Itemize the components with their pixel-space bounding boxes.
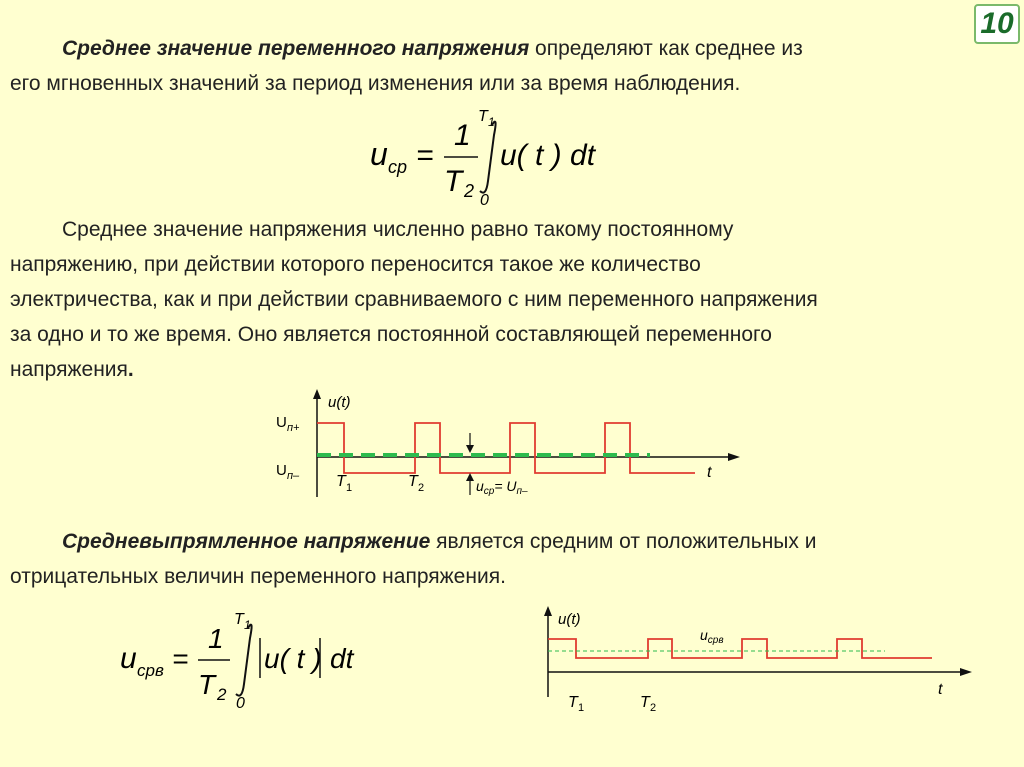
avg-arrow-bottom-head	[466, 473, 474, 481]
y-axis-2-label: u(t)	[558, 611, 581, 628]
paragraph-rectified-definition-line2: отрицательных величин переменного напряжения.	[10, 565, 506, 588]
formula2-denominator: T	[198, 669, 216, 700]
t1-label: T	[336, 473, 346, 490]
u-plus-label: U	[276, 414, 287, 431]
integral-upper: T	[478, 108, 488, 125]
formula2-lhs-sub: срв	[137, 661, 164, 680]
integral2-upper: T	[234, 611, 244, 628]
rectified-avg-label: $u_{срв}$	[700, 627, 724, 646]
t1-sub-2: 1	[578, 702, 585, 714]
formula-rectified-svg	[118, 608, 388, 713]
paragraph-average-explanation-line4: за одно и то же время. Оно является постоянной составляющей переменного	[10, 323, 772, 346]
paragraph-average-explanation-line3: электричества, как и при действии сравниваемого с ним переменного напряжения	[10, 288, 818, 311]
paragraph-text: является средним от положительных и	[430, 530, 817, 553]
t-axis-label: t	[707, 464, 712, 481]
formula-eq: =	[416, 139, 434, 172]
avg-arrow-top-head	[466, 445, 474, 453]
paragraph-average-definition	[62, 31, 982, 66]
u-plus-sub: п+	[287, 422, 300, 434]
t2-label-2: T	[640, 694, 650, 711]
paragraph-rectified-definition	[62, 524, 1002, 559]
x-axis-2-arrow	[960, 668, 972, 676]
paragraph-text: напряжения	[10, 358, 128, 381]
y-axis-2-arrow	[544, 606, 552, 616]
integral2-upper-sub: 1	[244, 618, 251, 632]
formula-rectified-voltage	[118, 608, 388, 713]
formula-average-svg	[360, 105, 640, 210]
page-number-badge: 10	[974, 4, 1020, 44]
integral2-sign	[236, 625, 252, 696]
t-axis-label-2: t	[938, 681, 943, 698]
square-wave-signal	[317, 423, 695, 473]
paragraph-average-explanation-line5	[10, 352, 410, 387]
x-axis-arrow	[728, 453, 740, 461]
formula2-numerator: 1	[208, 623, 224, 654]
paragraph-average-definition-line2: его мгновенных значений за период изменения или за время наблюдения.	[10, 72, 741, 95]
u-minus-sub: п–	[287, 470, 300, 482]
formula2-denominator-sub: 2	[217, 685, 227, 704]
t2-sub: 2	[418, 482, 425, 494]
t2-label: T	[408, 473, 418, 490]
waveform-diagram-rectified	[530, 602, 980, 717]
avg-label: $u_{ср}= U_{п-}$	[476, 478, 528, 497]
formula2-dt: dt	[330, 643, 354, 674]
paragraph-text: определяют как среднее из	[529, 37, 803, 60]
formula2-eq: =	[172, 643, 189, 674]
u-minus-label: U	[276, 462, 287, 479]
integral-sign	[480, 122, 496, 193]
y-axis-label: u(t)	[328, 394, 351, 411]
formula2-integrand: u( t )	[264, 643, 322, 674]
t1-label-2: T	[568, 694, 578, 711]
term-average-voltage: Среднее значение переменного напряжения	[62, 37, 530, 60]
y-axis-arrow	[313, 389, 321, 399]
t1-sub: 1	[346, 482, 353, 494]
formula-integrand: u( t ) dt	[500, 139, 596, 172]
integral-upper-sub: 1	[488, 115, 495, 129]
formula2-lhs: u	[120, 642, 137, 675]
integral-lower: 0	[480, 192, 489, 209]
waveform-diagram-average	[270, 385, 750, 505]
t2-sub-2: 2	[650, 702, 657, 714]
formula-lhs-sub: ср	[388, 157, 408, 177]
formula-numerator: 1	[454, 119, 471, 152]
paragraph-average-explanation-line2: напряжению, при действии которого переносится такое же количество	[10, 253, 701, 276]
paragraph-period: .	[127, 358, 134, 381]
formula-denominator-sub: 2	[464, 181, 475, 201]
paragraph-average-explanation: Среднее значение напряжения численно равно такому постоянному	[62, 218, 734, 241]
formula-average-voltage	[360, 105, 640, 210]
integral2-lower: 0	[236, 695, 245, 712]
formula-lhs: u	[370, 136, 388, 172]
formula-denominator: T	[444, 165, 463, 198]
term-rectified-voltage: Средневыпрямленное напряжение	[62, 530, 431, 553]
rectified-signal	[548, 639, 932, 658]
